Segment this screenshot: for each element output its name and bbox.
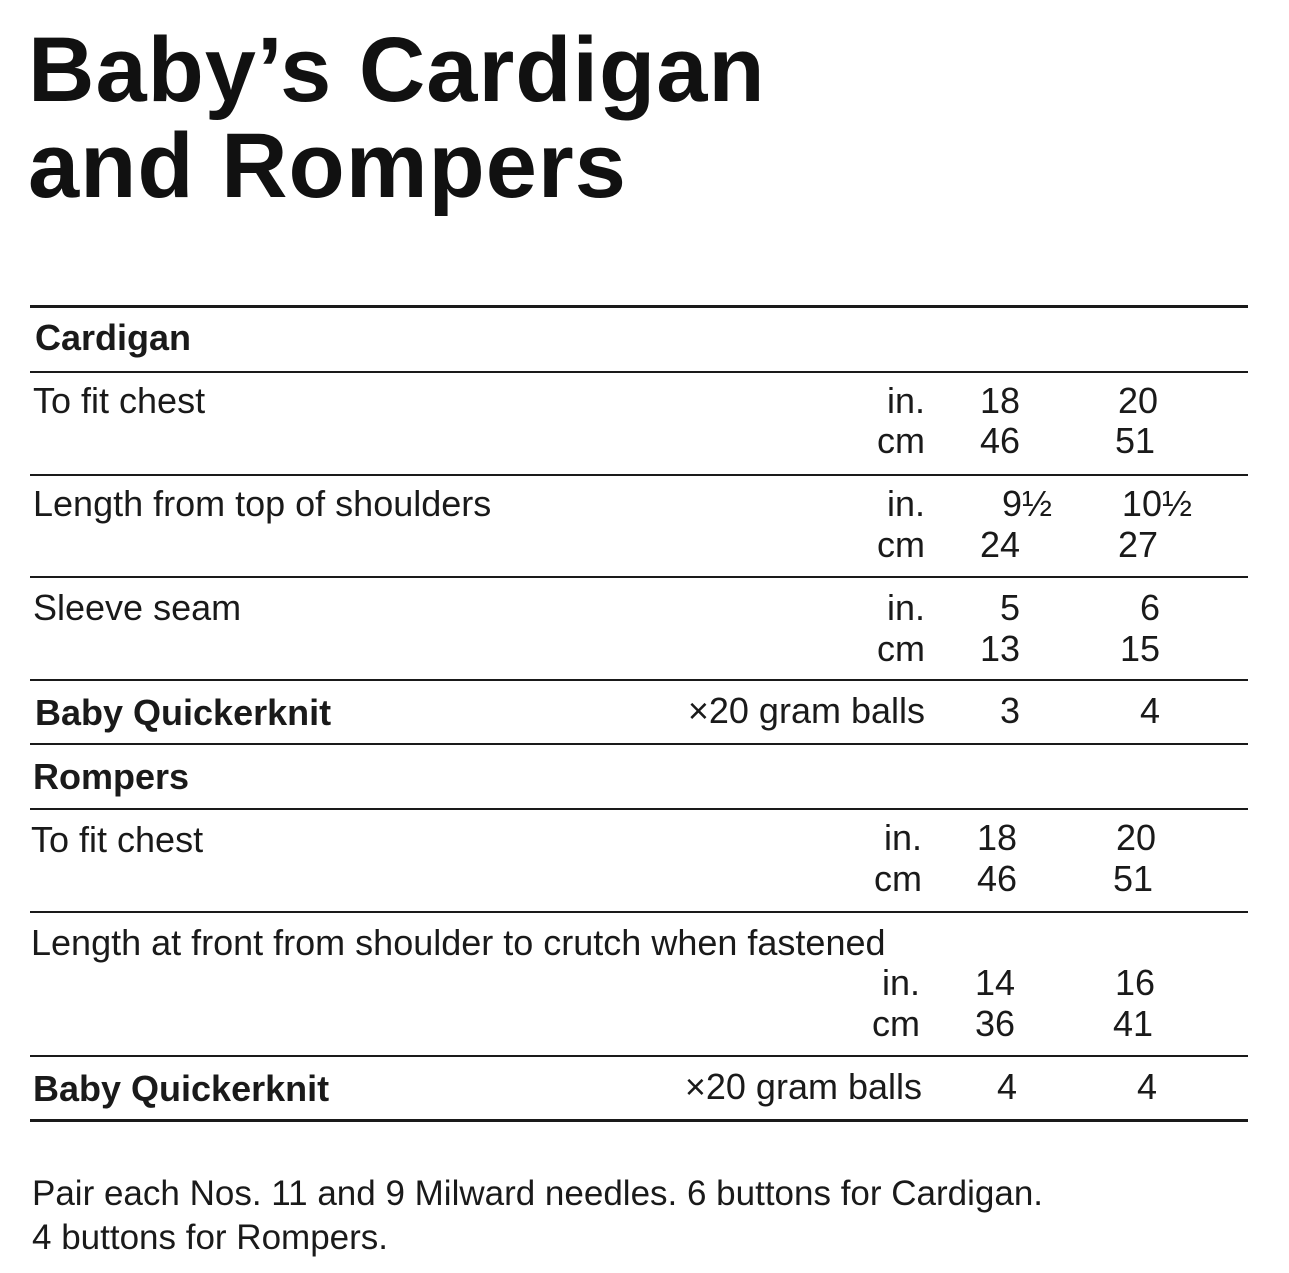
size-value: 10½ [1121, 483, 1192, 524]
yarn-quantity: 4 [1136, 1066, 1157, 1107]
yarn-unit: ×20 gram balls [687, 690, 925, 731]
unit-label: cm [874, 858, 922, 899]
size-value: 5 [999, 587, 1020, 628]
divider [30, 911, 1248, 913]
size-value: 20 [1117, 380, 1158, 421]
title-line-2: and Rompers [28, 115, 627, 217]
yarn-quantity: 3 [999, 690, 1020, 731]
yarn-quantity: 4 [996, 1066, 1017, 1107]
divider [30, 679, 1248, 681]
unit-label: in. [883, 817, 922, 858]
materials-note-line-1: Pair each Nos. 11 and 9 Milward needles. 6 buttons for Cardigan. [32, 1174, 1044, 1213]
bottom-rule [30, 1119, 1248, 1122]
unit-label: cm [877, 524, 925, 565]
size-value: 20 [1115, 817, 1156, 858]
size-value: 27 [1117, 524, 1158, 565]
materials-note-line-2: 4 buttons for Rompers. [32, 1218, 388, 1257]
size-value: 46 [979, 420, 1020, 461]
unit-label: cm [877, 420, 925, 461]
size-value: 16 [1114, 962, 1155, 1003]
unit-label: in. [881, 962, 920, 1003]
row-label: Sleeve seam [33, 587, 242, 628]
divider [30, 743, 1248, 745]
size-value: 51 [1114, 420, 1155, 461]
yarn-quantity: 4 [1139, 690, 1160, 731]
unit-label: in. [886, 587, 925, 628]
section-heading-rompers: Rompers [33, 756, 190, 797]
row-label: To fit chest [33, 380, 206, 421]
size-value: 18 [976, 817, 1017, 858]
divider [30, 474, 1248, 476]
yarn-label: Baby Quickerknit [33, 1068, 330, 1109]
size-value: 18 [979, 380, 1020, 421]
unit-label: cm [877, 628, 925, 669]
size-value: 9½ [1001, 483, 1052, 524]
size-value: 51 [1112, 858, 1153, 899]
size-value: 14 [974, 962, 1015, 1003]
divider [30, 1055, 1248, 1057]
divider [30, 808, 1248, 810]
unit-label: cm [872, 1003, 920, 1044]
size-value: 46 [976, 858, 1017, 899]
divider [30, 576, 1248, 578]
top-rule [30, 305, 1248, 308]
size-value: 6 [1139, 587, 1160, 628]
yarn-unit: ×20 gram balls [684, 1066, 922, 1107]
yarn-label: Baby Quickerknit [35, 692, 332, 733]
row-label: Length at front from shoulder to crutch when fastened [31, 922, 886, 963]
size-value: 41 [1112, 1003, 1153, 1044]
size-value: 36 [974, 1003, 1015, 1044]
row-label: Length from top of shoulders [33, 483, 492, 524]
section-heading-cardigan: Cardigan [35, 317, 192, 358]
materials-note [32, 1172, 1252, 1260]
size-value: 24 [979, 524, 1020, 565]
divider [30, 371, 1248, 373]
page-title [28, 19, 766, 217]
unit-label: in. [886, 380, 925, 421]
size-value: 13 [979, 628, 1020, 669]
row-label: To fit chest [31, 819, 204, 860]
size-value: 15 [1119, 628, 1160, 669]
title-line-1: Baby’s Cardigan [28, 19, 766, 121]
unit-label: in. [886, 483, 925, 524]
